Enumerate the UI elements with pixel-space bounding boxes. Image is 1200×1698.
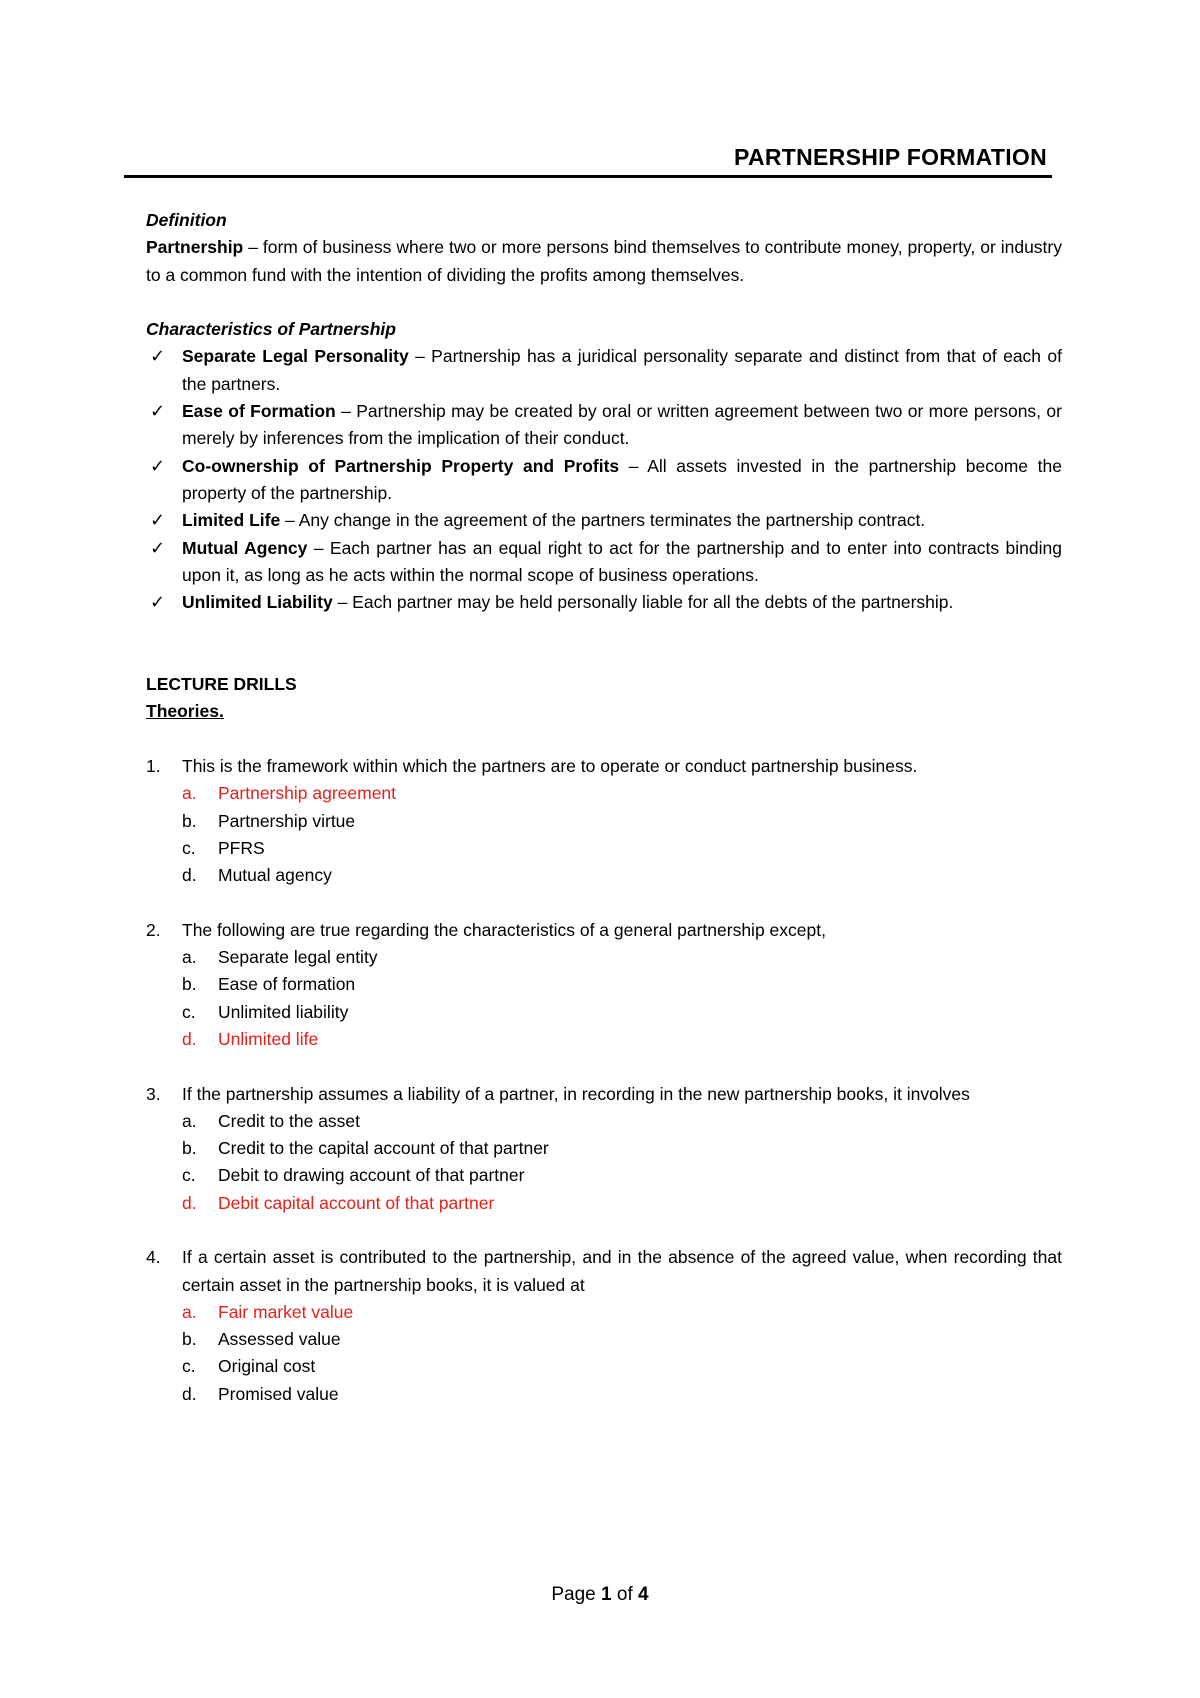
- option-text: Partnership agreement: [218, 783, 397, 804]
- answer-option: [182, 1108, 1062, 1135]
- option-text: PFRS: [218, 837, 265, 858]
- option-text: Assessed value: [218, 1329, 341, 1350]
- characteristic-term: Unlimited Liability: [182, 592, 333, 613]
- characteristic-item: [146, 343, 1062, 398]
- answer-option: [182, 835, 1062, 862]
- characteristic-text: – Each partner has an equal right to act for the partnership and to enter into contracts binding upon it, as long as he acts within the normal scope of business operations.: [182, 537, 1062, 585]
- characteristic-term: Co-ownership of Partnership Property and Profits: [182, 455, 620, 476]
- question-item: [146, 1081, 1062, 1217]
- option-text: Credit to the asset: [218, 1110, 361, 1131]
- option-letter: d.: [182, 1028, 197, 1049]
- checkmark-icon: ✓: [150, 510, 166, 531]
- option-text: Debit to drawing account of that partner: [218, 1165, 525, 1186]
- page-content: [146, 207, 1062, 1408]
- option-letter: b.: [182, 1329, 197, 1350]
- answer-option: [182, 1135, 1062, 1162]
- option-text: Promised value: [218, 1383, 339, 1404]
- option-letter: b.: [182, 974, 197, 995]
- answer-option: [182, 862, 1062, 889]
- page-label: Page: [551, 1584, 596, 1605]
- question-text: If the partnership assumes a liability of a partner, in recording in the new partnership books, it involves: [182, 1083, 970, 1104]
- definition-paragraph: [146, 234, 1062, 289]
- characteristic-term: Ease of Formation: [182, 401, 336, 422]
- answer-options: [182, 944, 1062, 1053]
- answer-option: [182, 1326, 1062, 1353]
- answer-option: [182, 1353, 1062, 1380]
- checkmark-icon: ✓: [150, 346, 166, 367]
- answer-options: [182, 1299, 1062, 1408]
- option-text: Partnership virtue: [218, 810, 356, 831]
- option-text: Debit capital account of that partner: [218, 1192, 495, 1213]
- definition-term: Partnership: [146, 237, 244, 258]
- answer-option-correct: [182, 1026, 1062, 1053]
- option-text: Original cost: [218, 1356, 316, 1377]
- characteristic-text: – Partnership may be created by oral or written agreement between two or more persons, or merely by inferences from the implication of their conduct.: [182, 401, 1062, 449]
- option-letter: c.: [182, 1356, 196, 1377]
- option-letter: d.: [182, 1192, 197, 1213]
- answer-option-correct: [182, 780, 1062, 807]
- question-text: If a certain asset is contributed to the partnership, and in the absence of the agreed value, when recording that certain asset in the partnership books, it is valued at: [182, 1247, 1062, 1295]
- option-letter: c.: [182, 1165, 196, 1186]
- question-number: 3.: [146, 1083, 161, 1104]
- characteristic-text: – Each partner may be held personally liable for all the debts of the partnership.: [332, 592, 954, 613]
- option-text: Credit to the capital account of that partner: [218, 1138, 549, 1159]
- question-text: This is the framework within which the partners are to operate or conduct partnership business.: [182, 755, 918, 776]
- checkmark-icon: ✓: [150, 592, 166, 613]
- option-text: Separate legal entity: [218, 947, 378, 968]
- characteristic-term: Mutual Agency: [182, 537, 308, 558]
- characteristics-heading: Characteristics of Partnership: [146, 319, 396, 340]
- page-total: 4: [638, 1584, 649, 1605]
- question-number: 1.: [146, 755, 161, 776]
- option-letter: b.: [182, 810, 197, 831]
- page-title: PARTNERSHIP FORMATION: [734, 144, 1047, 170]
- characteristic-item: [146, 398, 1062, 453]
- definition-text: – form of business where two or more persons bind themselves to contribute money, property, or industry to a common fund with the intention of dividing the profits among themselves.: [146, 237, 1062, 285]
- option-letter: b.: [182, 1138, 197, 1159]
- of-label: of: [616, 1584, 633, 1605]
- option-letter: a.: [182, 783, 197, 804]
- characteristic-item: [146, 507, 1062, 534]
- option-letter: c.: [182, 1001, 196, 1022]
- answer-options: [182, 1108, 1062, 1217]
- checkmark-icon: ✓: [150, 401, 166, 422]
- answer-option-correct: [182, 1190, 1062, 1217]
- characteristic-item: [146, 535, 1062, 590]
- question-item: [146, 917, 1062, 1053]
- option-text: Unlimited liability: [218, 1001, 349, 1022]
- characteristic-term: Separate Legal Personality: [182, 346, 409, 367]
- question-number: 2.: [146, 919, 161, 940]
- answer-option: [182, 999, 1062, 1026]
- option-letter: d.: [182, 1383, 197, 1404]
- checkmark-icon: ✓: [150, 537, 166, 558]
- option-text: Fair market value: [218, 1301, 354, 1322]
- answer-options: [182, 780, 1062, 889]
- spacer: [146, 644, 1062, 671]
- option-letter: a.: [182, 1110, 197, 1131]
- spacer: [146, 889, 1062, 916]
- characteristic-term: Limited Life: [182, 510, 281, 531]
- page-footer: [0, 1584, 1200, 1606]
- question-number: 4.: [146, 1247, 161, 1268]
- question-item: [146, 1244, 1062, 1408]
- header-rule: [124, 175, 1052, 178]
- characteristic-text: – All assets invested in the partnership become the property of the partnership.: [182, 455, 1062, 503]
- spacer: [146, 1053, 1062, 1080]
- characteristic-item: [146, 453, 1062, 508]
- spacer: [146, 616, 1062, 643]
- question-item: [146, 753, 1062, 889]
- option-letter: d.: [182, 865, 197, 886]
- spacer: [146, 289, 1062, 316]
- option-letter: a.: [182, 947, 197, 968]
- characteristic-text: – Partnership has a juridical personality separate and distinct from that of each of the partners.: [182, 346, 1062, 394]
- checkmark-icon: ✓: [150, 455, 166, 476]
- question-text: The following are true regarding the characteristics of a general partnership except,: [182, 919, 826, 940]
- answer-option: [182, 1381, 1062, 1408]
- option-text: Mutual agency: [218, 865, 332, 886]
- answer-option: [182, 944, 1062, 971]
- option-text: Ease of formation: [218, 974, 356, 995]
- answer-option-correct: [182, 1299, 1062, 1326]
- answer-option: [182, 1162, 1062, 1189]
- option-letter: a.: [182, 1301, 197, 1322]
- option-text: Unlimited life: [218, 1028, 319, 1049]
- definition-heading: Definition: [146, 210, 227, 230]
- drills-subheading: Theories.: [146, 701, 224, 722]
- page-number: 1: [601, 1584, 612, 1605]
- drills-heading: LECTURE DRILLS: [146, 674, 297, 695]
- answer-option: [182, 808, 1062, 835]
- characteristics-list: [146, 343, 1062, 616]
- spacer: [146, 726, 1062, 753]
- characteristic-item: [146, 589, 1062, 616]
- spacer: [146, 1217, 1062, 1244]
- characteristic-text: – Any change in the agreement of the partners terminates the partnership contract.: [280, 510, 926, 531]
- answer-option: [182, 971, 1062, 998]
- option-letter: c.: [182, 837, 196, 858]
